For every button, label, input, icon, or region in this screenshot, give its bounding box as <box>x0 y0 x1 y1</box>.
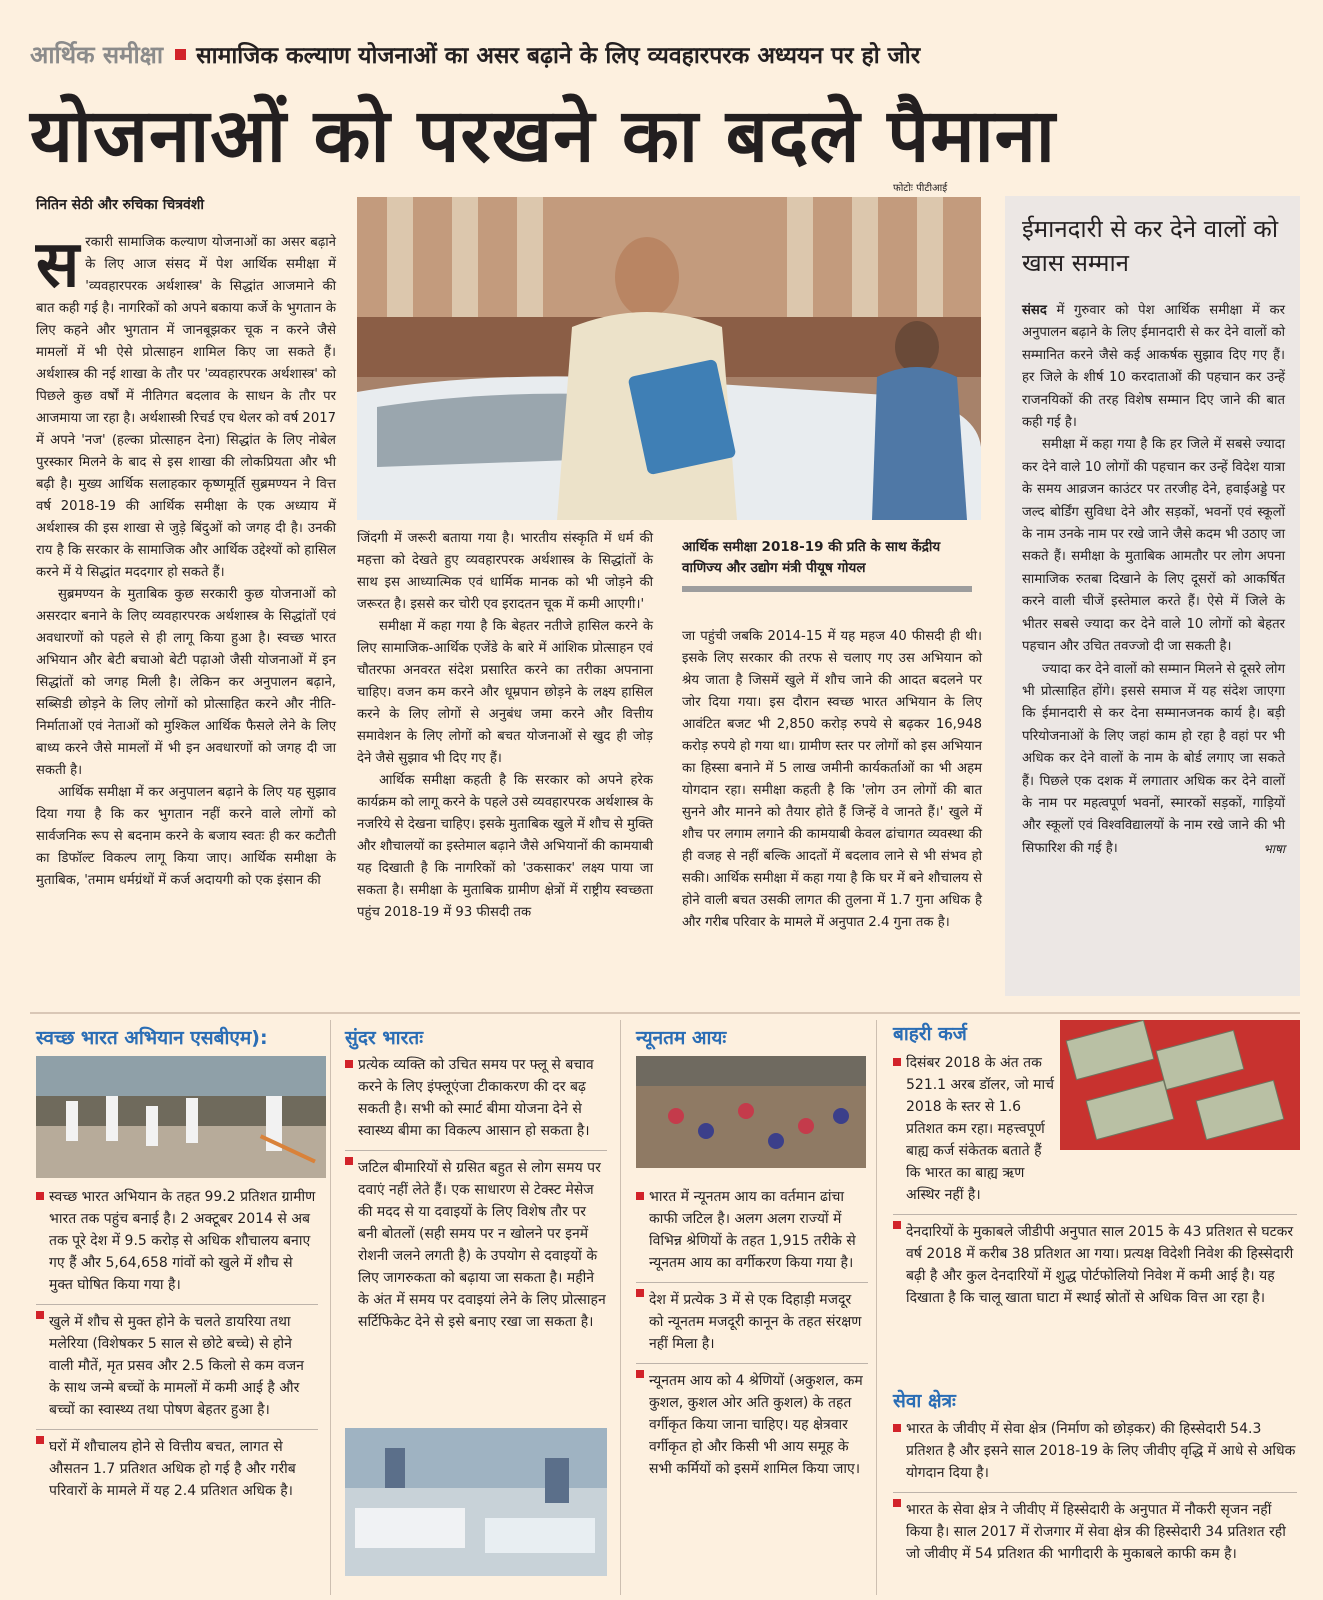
list-item: जटिल बीमारियों से ग्रसित बहुत से लोग समय पर दवाएं नहीं लेते हैं। एक साधारण से टेक्स्ट मेसेज की मदद से या दवाइयों के लिए विशेष तौर पर बनी बोतलों (सही समय पर न खोलने पर इनमें रोशनी जलने लगती है) के उपयोग से दवाइयों के लिए जागरुकता को बढ़ाया जा सकता है। महीने के अंत में समय पर दवाइयां लेने के लिए प्रोत्साहन सर्टिफिकेट देने से इसे बनाए रखा जा सकता है। <box>345 1150 607 1333</box>
sidebar-lead: संसद <box>1022 303 1047 318</box>
box-list-aay <box>636 1186 868 1488</box>
workers-photo <box>636 1056 866 1168</box>
swachh-photo <box>36 1056 326 1178</box>
list-item: भारत में न्यूनतम आय का वर्तमान ढांचा काफी जटिल है। अलग अलग राज्यों में विभिन्न श्रेणियों के तहत 1,915 तरीके से न्यूनतम आय का वर्गीकरण किया गया है। <box>636 1186 868 1274</box>
article-paragraph: जिंदगी में जरूरी बताया गया है। भारतीय संस्कृति में धर्म की महत्ता को देखते हुए व्यवहारपरक अर्थशास्त्र के सिद्धांतों के साथ इस आध्यात्मिक एवं धार्मिक मानक को भी जोड़ने की जरूरत है। इससे कर चोरी एव इरादतन चूक में कमी आएगी।' <box>357 531 653 612</box>
list-item: स्वच्छ भारत अभियान के तहत 99.2 प्रतिशत ग्रामीण भारत तक पहुंच बनाई है। 2 अक्टूबर 2014 से अब तक पूरे देश में 9.5 करोड़ से अधिक शौचालय बनाए गए हैं और 5,64,658 गांवों को खुले में शौच से मुक्त घोषित किया गया है। <box>36 1186 318 1296</box>
article-paragraph: जा पहुंची जबकि 2014-15 में यह महज 40 फीसदी ही थी। इसके लिए सरकार की तरफ से चलाए गए उस अभियान को श्रेय जाता है जिसमें खुले में शौच जाने की आदत बदलने पर जोर दिया गया। इस दौरान स्वच्छ भारत अभियान के लिए आवंटित बजट भी 2,850 करोड़ रुपये से बढ़कर 16,948 करोड़ रुपये हो गया था। ग्रामीण स्तर पर लोगों को इस अभियान का हिस्सा बनाने में 5 लाख जमीनी कार्यकर्ताओं का भी अहम योगदान रहा। समीक्षा कहती है कि 'लोग उन लोगों की बात सुनने और मानने को तैयार होते हैं जिन्हें वे जानते हैं।' खुले में शौच पर लगाम लगाने की कामयाबी केवल ढांचागत व्यवस्था की ही वजह से नहीं बल्कि आदतों में बदलाव लाने से भी संभव हो सकी। आर्थिक समीक्षा में कहा गया है कि घर में बने शौचालय से होने वाली बचत उसकी लागत की तुलना में 1.7 गुना अधिक है और गरीब परिवार के मामले में अनुपात 2.4 गुना तक है। <box>682 629 982 930</box>
article-paragraph: रकारी सामाजिक कल्याण योजनाओं का असर बढ़ाने के लिए आज संसद में पेश आर्थिक समीक्षा में 'व्यवहारपरक अर्थशास्त्र' के सिद्धांत आजमाने की बात कही गई है। नागरिकों को अपने बकाया कर्जे के भुगतान के लिए कहने और भुगतान में जानबूझकर चूक न करने जैसे मामलों में भी ऐसे प्रोत्साहन शामिल किए जा सकते हैं। अर्थशास्त्र की नई शाखा के तौर पर 'व्यवहारपरक अर्थशास्त्र' को पिछले कुछ वर्षों में नीतिगत बदलाव के साधन के तौर पर आजमाया जा रहा है। अर्थशास्त्री रिचर्ड एच थेलर को वर्ष 2017 में अपने 'नज' (हल्का प्रोत्साहन देना) सिद्धांत के लिए नोबेल पुरस्कार मिलने के बाद से इस शाखा की लोकप्रियता और भी बढ़ी है। मुख्य आर्थिक सलाहकार कृष्णमूर्ति सुब्रमण्यन ने वित्त वर्ष 2018-19 की आर्थिक समीक्षा के एक अध्याय में अर्थशास्त्र की इस शाखा से जुड़े बिंदुओं को जगह दी है। उनकी राय है कि सरकार के सामाजिक और आर्थिक उद्देश्यों को हासिल करने में ये सिद्धांत मददगार हो सकते हैं। <box>36 235 336 580</box>
sidebar-paragraph: ज्यादा कर देने वालों को सम्मान मिलने से दूसरे लोग भी प्रोत्साहित होंगे। इससे समाज में यह संदेश जाएगा कि ईमानदारी से कर देना सम्मानजनक कार्य है। बड़ी परियोजनाओं के लिए जहां काम हो रहा है वहां पर भी अधिक कर देने वालों के नाम के बोर्ड लगाए जा सकते हैं। पिछले एक दशक में लगातार अधिक कर देने वालों के नाम पर महत्वपूर्ण भवनों, स्मारकों सड़कों, गाड़ियों और स्कूलों एवं विश्वविद्यालयों के नाम रखे जाने की भी सिफारिश की गई है। <box>1022 661 1285 856</box>
agency-credit: भाषा <box>1263 841 1285 856</box>
main-photo <box>357 197 981 520</box>
list-item: देनदारियों के मुकाबले जीडीपी अनुपात साल 2015 के 43 प्रतिशत से घटकर वर्ष 2018 में करीब 38 प्रतिशत आ गया। प्रत्यक्ष विदेशी निवेश की हिस्सेदारी बढ़ी है और कुल देनदारियों में शुद्ध पोर्टफोलियो निवेश में कमी आई है। यह दिखाता है कि चालू खाता घाटा में स्थाई स्रोतों से अधिक वित्त आ रहा है। <box>893 1214 1297 1309</box>
list-item: न्यूनतम आय को 4 श्रेणियों (अकुशल, कम कुशल, कुशल ओर अति कुशल) के तहत वर्गीकृत किया जाना चाहिए। यह क्षेत्रवार वर्गीकृत हो और किसी भी आय समूह के सभी कर्मियों को इसमें शामिल किया जाए। <box>636 1363 868 1480</box>
sidebar-paragraph: समीक्षा में कहा गया है कि हर जिले में सबसे ज्यादा कर देने वाले 10 लोगों की पहचान कर उन्हें विदेश यात्रा के समय आव्रजन काउंटर पर तरजीह देने, हवाईअड्डे पर जल्द बोर्डिंग सुविधा देने और सड़कों, भवनों एवं स्कूलों के नाम उनके नाम पर रखे जाने जैसे कदम भी उठाए जा सकते हैं। समीक्षा के मुताबिक आमतौर पर लोग अपना सामाजिक रुतबा दिखाने के लिए दूसरों को आकर्षित करने वाली चीजें इस्तेमाल करते हैं। ऐसे में जिले के भीतर सबसे ज्यादा कर देने वाले 10 लोगों को बेहतर पहचान और उचित तवज्जो दी जा सकती है। <box>1022 437 1285 655</box>
box-list-swachh <box>36 1186 318 1510</box>
article-paragraph: सुब्रमण्यन के मुताबिक कुछ सरकारी कुछ योजनाओं को असरदार बनाने के लिए व्यवहारपरक अर्थशास्त्र के सिद्धांतों एवं अवधारणों को पहले से ही लागू किया हुआ है। स्वच्छ भारत अभियान और बेटी बचाओ बेटी पढ़ाओ जैसी योजनाओं में इन सिद्धांतों को जगह मिली है। लेकिन कर अनुपालन बढ़ाने, सब्सिडी छोड़ने के लिए लोगों को प्रोत्साहित करने और नीति-निर्माताओं एवं नेताओं को मुश्किल आर्थिक फैसले लेने के लिए बाध्य करने जैसे मामलों में भी इन अवधारणों को जगह दी जा सकती है। <box>36 587 336 778</box>
kicker <box>30 38 920 71</box>
bullet-square-icon <box>175 49 186 60</box>
article-column-2 <box>357 528 653 924</box>
article-column-3 <box>682 626 982 934</box>
sidebar-body <box>1022 300 1285 860</box>
article-paragraph: आर्थिक समीक्षा कहती है कि सरकार को अपने हरेक कार्यक्रम को लागू करने के पहले उसे व्यवहारपरक अर्थशास्त्र के नजरिये से देखना चाहिए। इसके मुताबिक खुले में शौच से मुक्ति और शौचालयों का इस्तेमाल बढ़ाने जैसे अभियानों की कामयाबी यह दिखाती है कि नागरिकों को 'उकसाकर' लक्ष्य पाया जा सकता है। समीक्षा के मुताबिक ग्रामीण क्षेत्रों में राष्ट्रीय स्वच्छता पहुंच 2018-19 में 93 फीसदी तक <box>357 773 654 920</box>
article-paragraph: समीक्षा में कहा गया है कि बेहतर नतीजे हासिल करने के लिए सामाजिक-आर्थिक एजेंडे के बारे में आंशिक प्रोत्साहन एवं चौतरफा अनवरत संदेश प्रसारित करने का तरीका अपनाना चाहिए। वजन कम करने और धूम्रपान छोड़ने के लक्ष्य हासिल करने के लिए लोगों से अनुबंध जमा करने और वित्तीय समावेशन के लिए लोगों को बचत योजनाओं से खुद ही जोड़ देने जैसे सुझाव भी दिए गए हैं। <box>357 619 653 766</box>
article-column-1 <box>36 228 336 892</box>
box-title-swachh: स्वच्छ भारत अभियान एसबीएम): <box>36 1027 268 1049</box>
sidebar-title: ईमानदारी से कर देने वालों को खास सम्मान <box>1022 215 1279 277</box>
box-list-karj <box>893 1052 1297 1317</box>
hospital-photo <box>345 1428 607 1576</box>
caption-rule <box>682 586 972 592</box>
box-title-karj: बाहरी कर्ज <box>893 1023 967 1045</box>
article-paragraph: आर्थिक समीक्षा में कर अनुपालन बढ़ाने के लिए यह सुझाव दिया गया है कि कर भुगतान नहीं करने वाले लोगों को सार्वजनिक रूप से बदनाम करने के बजाय स्वतः ही कर कटौती का डिफॉल्ट विकल्प लागू किया जाए। आर्थिक समीक्षा के मुताबिक, 'तमाम धर्मग्रंथों में कर्ज अदायगी को एक इंसान की <box>36 785 336 888</box>
kicker-text: सामाजिक कल्याण योजनाओं का असर बढ़ाने के लिए व्यवहारपरक अध्ययन पर हो जोर <box>196 43 921 69</box>
headline: योजनाओं को परखने का बदले पैमाना <box>30 93 1056 179</box>
column-rule <box>330 1020 331 1595</box>
karj-item-text: दिसंबर 2018 के अंत तक 521.1 अरब डॉलर, जो मार्च 2018 के स्तर से 1.6 प्रतिशत कम रहा। महत्त्वपूर्ण बाह्य कर्ज संकेतक बताते हैं कि भारत का बाह्य ऋण अस्थिर नहीं है। <box>906 1055 1054 1203</box>
list-item <box>893 1052 1297 1206</box>
box-list-seva <box>893 1418 1297 1573</box>
list-item: खुले में शौच से मुक्त होने के चलते डायरिया तथा मलेरिया (विशेषकर 5 साल से छोटे बच्चे) से होने वाली मौतें, मृत प्रसव और 2.5 किलो से कम वजन के साथ जन्मे बच्चों के मामलों में कमी आई है और बच्चों का स्वास्थ्य तथा पोषण बेहतर हुआ है। <box>36 1304 318 1421</box>
box-title-sundar: सुंदर भारतः <box>345 1027 424 1049</box>
box-title-seva: सेवा क्षेत्रः <box>893 1390 956 1412</box>
photo-caption: आर्थिक समीक्षा 2018-19 की प्रति के साथ केंद्रीय वाणिज्य और उद्योग मंत्री पीयूष गोयल <box>682 539 941 576</box>
list-item: भारत के जीवीए में सेवा क्षेत्र (निर्माण को छोड़कर) की हिस्सेदारी 54.3 प्रतिशत है और इसने साल 2018-19 के लिए जीवीए वृद्धि में आधे से अधिक योगदान दिया है। <box>893 1418 1297 1484</box>
section-divider <box>30 1012 1300 1014</box>
section-label: आर्थिक समीक्षा <box>30 41 164 69</box>
column-rule <box>876 1020 877 1595</box>
column-rule <box>620 1020 621 1595</box>
box-list-sundar <box>345 1054 607 1341</box>
dropcap: स <box>36 228 80 302</box>
list-item: प्रत्येक व्यक्ति को उचित समय पर फ्लू से बचाव करने के लिए इंफ्लूएंजा टीकाकरण की दर बढ़ सकती है। सभी को स्मार्ट बीमा योजना देने से स्वास्थ्य बीमा का विकल्प आसान हो सकता है। <box>345 1054 607 1142</box>
list-item: घरों में शौचालय होने से वित्तीय बचत, लागत से औसतन 1.7 प्रतिशत अधिक हो गई है और गरीब परिवारों के मामले में यह 2.4 प्रतिशत अधिक है। <box>36 1429 318 1502</box>
photo-credit: फोटोः पीटीआई <box>893 183 948 194</box>
list-item: देश में प्रत्येक 3 में से एक दिहाड़ी मजदूर को न्यूनतम मजदूरी कानून के तहत संरक्षण नहीं मिला है। <box>636 1282 868 1355</box>
sidebar-paragraph: में गुरुवार को पेश आर्थिक समीक्षा में कर अनुपालन बढ़ाने के लिए ईमानदारी से कर देने वालों को सम्मानित करने जैसे कई आकर्षक सुझाव दिए गए हैं। हर जिले के शीर्ष 10 करदाताओं की पहचान कर उन्हें राजनयिकों की तरह विशेष सम्मान दिए जाने की बात कही गई है। <box>1022 303 1285 431</box>
list-item: भारत के सेवा क्षेत्र ने जीवीए में हिस्सेदारी के अनुपात में नौकरी सृजन नहीं किया है। साल 2017 में रोजगार में सेवा क्षेत्र की हिस्सेदारी 34 प्रतिशत रही जो जीवीए में 54 प्रतिशत की भागीदारी के मुकाबले काफी कम है। <box>893 1492 1297 1565</box>
box-title-aay: न्यूनतम आयः <box>636 1027 727 1049</box>
byline: नितिन सेठी और रुचिका चित्रवंशी <box>36 197 204 213</box>
